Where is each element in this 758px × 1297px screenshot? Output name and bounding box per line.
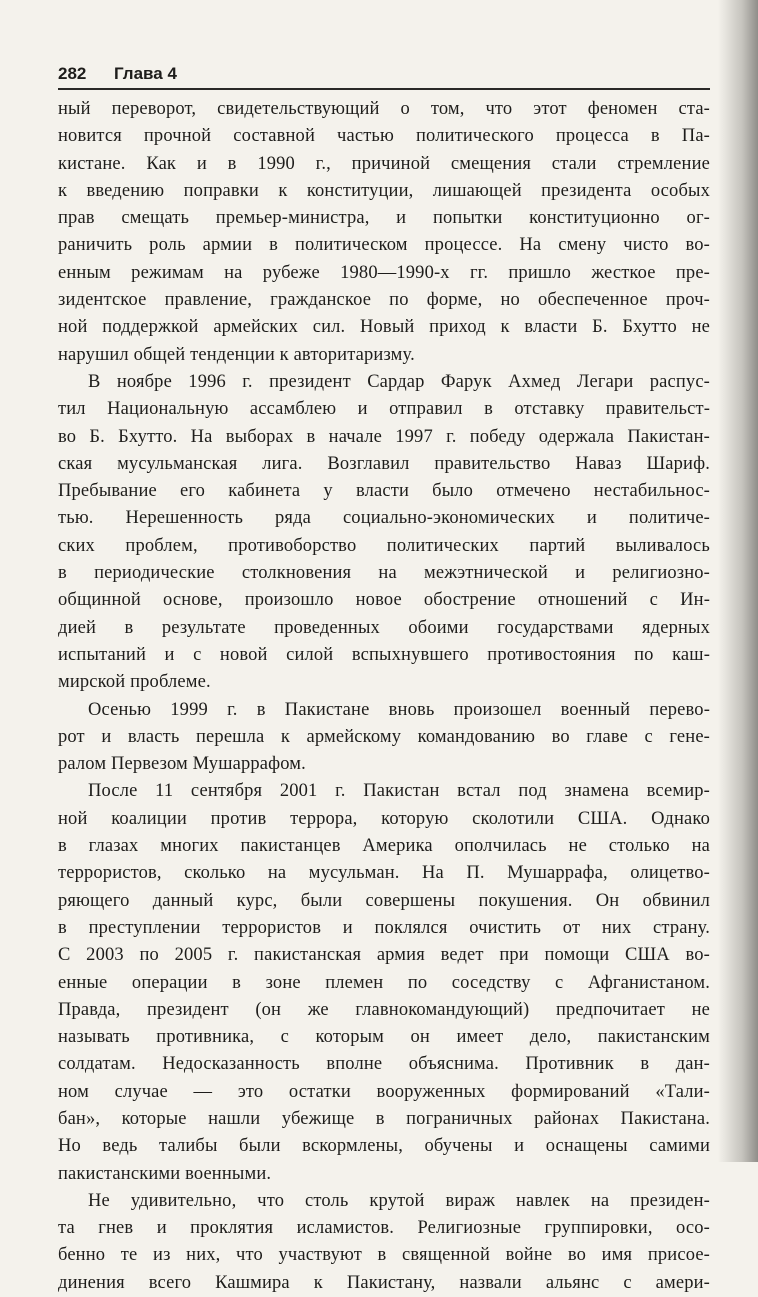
- chapter-title: Глава 4: [114, 64, 177, 83]
- text-line: ный переворот, свидетельствующий о том, что этот феномен ста-: [58, 99, 710, 119]
- text-line: Но ведь талибы были вскормлены, обучены и оснащены самими: [58, 1136, 710, 1157]
- text-line: Не удивительно, что столь крутой вираж навлек на президен-: [88, 1190, 710, 1211]
- text-line: енным режимам на рубеже 1980—1990-х гг. пришло жесткое пре-: [58, 262, 710, 283]
- text-line: Пребывание его кабинета у власти было отмечено нестабильнос-: [58, 481, 710, 502]
- text-line: та гнев и проклятия исламистов. Религиозные группировки, осо-: [58, 1218, 710, 1239]
- text-line: ной коалиции против террора, которую сколотили США. Однако: [58, 808, 710, 829]
- text-line: енные операции в зоне племен по соседству с Афганистаном.: [58, 972, 710, 993]
- text-line: ном случае — это остатки вооруженных формирований «Тали-: [58, 1081, 710, 1102]
- text-line: солдатам. Недосказанность вполне объяснима. Противник в дан-: [58, 1054, 710, 1075]
- text-line: дией в результате проведенных обоими государствами ядерных: [58, 617, 710, 638]
- text-line: террористов, сколько на мусульман. На П. Мушаррафа, олицетво-: [58, 863, 710, 884]
- page-number: 282: [58, 64, 87, 83]
- text-line: пакистанскими военными.: [58, 1163, 272, 1184]
- text-line: во Б. Бхутто. На выборах в начале 1997 г. победу одержала Пакистан-: [58, 426, 710, 447]
- text-line: ной поддержкой армейских сил. Новый приход к власти Б. Бхутто не: [58, 317, 710, 338]
- text-line: к введению поправки к конституции, лишающей президента особых: [58, 180, 710, 201]
- paragraph: [58, 369, 710, 697]
- text-line: новится прочной составной частью политического процесса в Па-: [58, 126, 710, 147]
- text-line: ская мусульманская лига. Возглавил правительство Наваз Шариф.: [58, 453, 710, 474]
- text-line: тил Национальную ассамблею и отправил в отставку правительст-: [58, 399, 710, 420]
- text-line: С 2003 по 2005 г. пакистанская армия ведет при помощи США во-: [58, 945, 710, 966]
- text-line: рот и власть перешла к армейскому командованию во главе с гене-: [58, 726, 710, 747]
- text-line: в глазах многих пакистанцев Америка ополчилась не столько на: [58, 836, 710, 857]
- body-text: [58, 96, 710, 1297]
- text-line: в периодические столкновения на межэтнической и религиозно-: [58, 563, 710, 584]
- text-line: ряющего данный курс, были совершены покушения. Он обвинил: [58, 890, 710, 911]
- text-line: называть противника, с которым он имеет дело, пакистанским: [58, 1027, 710, 1048]
- text-line: ралом Первезом Мушаррафом.: [58, 754, 306, 775]
- page-edge-shadow: [718, 0, 758, 1162]
- running-header: [58, 60, 710, 90]
- text-line: мирской проблеме.: [58, 672, 211, 693]
- text-line: зидентское правление, гражданское по форме, но обеспеченное проч-: [58, 290, 710, 311]
- text-line: бенно те из них, что участвуют в священной войне во имя присое-: [58, 1245, 710, 1266]
- text-line: бан», которые нашли убежище в пограничных районах Пакистана.: [58, 1108, 710, 1129]
- text-line: раничить роль армии в политическом процессе. На смену чисто во-: [58, 235, 710, 256]
- text-line: Осенью 1999 г. в Пакистане вновь произошел военный перево-: [88, 699, 710, 720]
- text-line: После 11 сентября 2001 г. Пакистан встал под знамена всемир-: [88, 781, 710, 802]
- text-line: кистане. Как и в 1990 г., причиной смещения стали стремление: [58, 153, 710, 174]
- text-line: тью. Нерешенность ряда социально-экономических и политиче-: [58, 508, 710, 529]
- text-line: общинной основе, произошло новое обострение отношений с Ин-: [58, 590, 710, 611]
- text-line: нарушил общей тенденции к авторитаризму.: [58, 344, 415, 365]
- text-line: прав смещать премьер-министра, и попытки конституционно ог-: [58, 208, 710, 229]
- text-line: В ноябре 1996 г. президент Сардар Фарук Ахмед Легари распус-: [88, 371, 710, 392]
- paragraph: [58, 1188, 710, 1297]
- text-line: ских проблем, противоборство политических партий выливалось: [58, 535, 710, 556]
- text-line: динения всего Кашмира к Пакистану, назвали альянс с амери-: [58, 1272, 710, 1293]
- text-line: Правда, президент (он же главнокомандующий) предпочитает не: [58, 999, 710, 1020]
- paragraph: [58, 778, 710, 1187]
- paragraph: [58, 96, 710, 369]
- text-line: в преступлении террористов и поклялся очистить от них страну.: [58, 917, 710, 938]
- paragraph: [58, 697, 710, 779]
- text-line: испытаний и с новой силой вспыхнувшего противостояния по каш-: [58, 644, 710, 665]
